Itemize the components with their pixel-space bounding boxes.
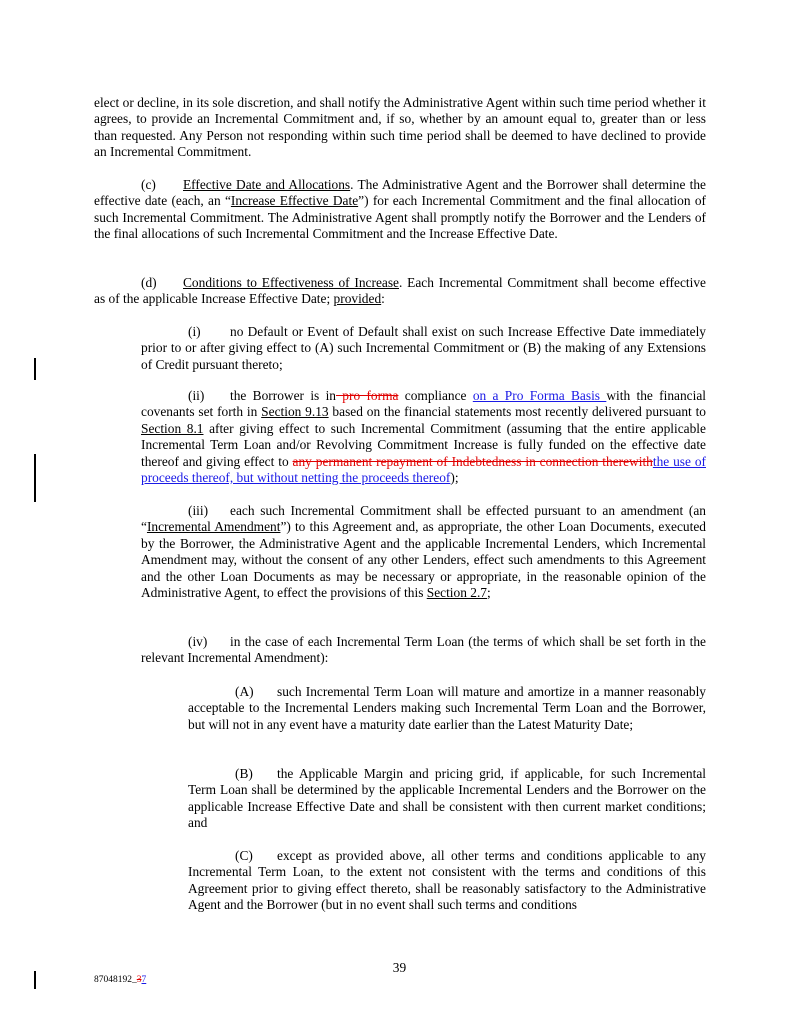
clause-number: (iii) (188, 503, 209, 518)
section-reference: Section 9.13 (261, 404, 329, 420)
clause-heading: Effective Date and Allocations (183, 177, 351, 192)
defined-term: Incremental Amendment (146, 519, 281, 535)
deleted-text: pro forma (335, 388, 399, 403)
clause-heading: Conditions to Effectiveness of Increase (183, 275, 399, 290)
text: the Applicable Margin and pricing grid, if applicable, for such Incremental Term Loan shall be determined by the applicable Incremental Lenders and the Borrower on the applicable Increase Effective Date and shall be consistent with then current market conditions; and (188, 766, 706, 831)
text: ; (487, 585, 491, 601)
subclause-ii (141, 388, 706, 486)
text: such Incremental Term Loan will mature and amortize in a manner reasonably acceptable to the Incremental Lenders making such Incremental Term Loan and the Borrower, but will not in any event have a maturity date earlier than the Latest Maturity Date; (188, 684, 706, 732)
text: the Borrower is in (230, 388, 336, 403)
doc-id: 87048192_ (94, 975, 137, 985)
section-reference: Section 2.7 (426, 585, 488, 601)
inserted-text: on a Pro Forma Basis (472, 388, 607, 403)
clause-number: (ii) (188, 388, 205, 403)
clause-number: (iv) (188, 634, 208, 649)
section-reference: Section 8.1 (141, 420, 204, 436)
text: based on the financial statements most recently delivered pursuant to (328, 404, 706, 420)
paragraph-c (94, 177, 706, 243)
clause-number: (B) (235, 766, 253, 781)
text: in the case of each Incremental Term Loan (the terms of which shall be set forth in the relevant Incremental Amendment): (141, 634, 706, 666)
clause-number: (c) (141, 177, 156, 192)
text: . The Administrative Agent and the Borrower shall determine the effective date (each, an “ (94, 177, 706, 209)
document-footer (94, 975, 146, 985)
text: ”) to this Agreement and, as appropriate, the other Loan Documents, executed by the Borrower, the Administrative Agent and the applicable Incremental Lenders, which Incremental Amendment may, without the consent of any other Lenders, effect such amendments to this Agreement and the other Loan Documents as may be necessary or appropriate, in the reasonable opinion of the Administrative Agent, to effect the provisions of this (141, 519, 706, 601)
inserted-version: 7 (141, 975, 147, 985)
text: with the financial covenants set forth in (141, 388, 706, 420)
inserted-text: the use of proceeds thereof, but without netting the proceeds thereof (141, 453, 706, 486)
provided-term: provided (333, 291, 382, 307)
subclause-iii (141, 503, 706, 601)
subclause-C (188, 848, 706, 914)
subclause-iv (141, 634, 706, 667)
text: : (381, 291, 385, 307)
text: after giving effect to such Incremental Commitment (assuming that the entire applicable Incremental Term Loan and/or Revolving Commitment Increase is fully funded on the effective date thereof and giving effect to (141, 420, 706, 469)
text: . Each Incremental Commitment shall become effective as of the applicable Increase Effective Date; (94, 275, 706, 307)
text: ”) for each Incremental Commitment and the final allocation of such Incremental Commitment. The Administrative Agent shall promptly notify the Borrower and the Lenders of the final allocations of such Incremental Commitment and the Increase Effective Date. (94, 193, 706, 242)
paragraph-continuation: elect or decline, in its sole discretion, and shall notify the Administrative Agent within such time period whether it agrees, to provide an Incremental Commitment and, if so, whether by an amount equal to, greater than or less than requested. Any Person not responding within such time period shall be deemed to have declined to provide an Incremental Commitment. (94, 95, 706, 160)
clause-number: (i) (188, 324, 201, 339)
clause-number: (A) (235, 684, 254, 699)
clause-number: (C) (235, 848, 253, 863)
text: ); (450, 470, 459, 486)
subclause-i (141, 324, 706, 373)
subclause-A (188, 684, 706, 733)
text: each such Incremental Commitment shall be effected pursuant to an amendment (an “ (141, 503, 706, 535)
text: no Default or Event of Default shall exist on such Increase Effective Date immediately prior to or after giving effect to (A) such Incremental Commitment or (B) the making of any Extensions of Credit pursuant thereto; (141, 324, 706, 372)
clause-number: (d) (141, 275, 157, 290)
text: compliance (398, 388, 473, 403)
change-bar (34, 358, 36, 380)
deleted-version: 3 (136, 975, 142, 985)
defined-term: Increase Effective Date (230, 193, 359, 209)
change-bar (34, 454, 36, 502)
paragraph-d (94, 275, 706, 308)
subclause-B (188, 766, 706, 832)
text: except as provided above, all other terms and conditions applicable to any Incremental Term Loan, to the extent not consistent with the terms and conditions of this Agreement prior to giving effect thereto, shall be reasonably satisfactory to the Administrative Agent and the Borrower (but in no event shall such terms and conditions (188, 848, 706, 913)
deleted-text: any permanent repayment of Indebtedness in connection therewith (292, 453, 653, 469)
page-number: 39 (392, 960, 407, 975)
